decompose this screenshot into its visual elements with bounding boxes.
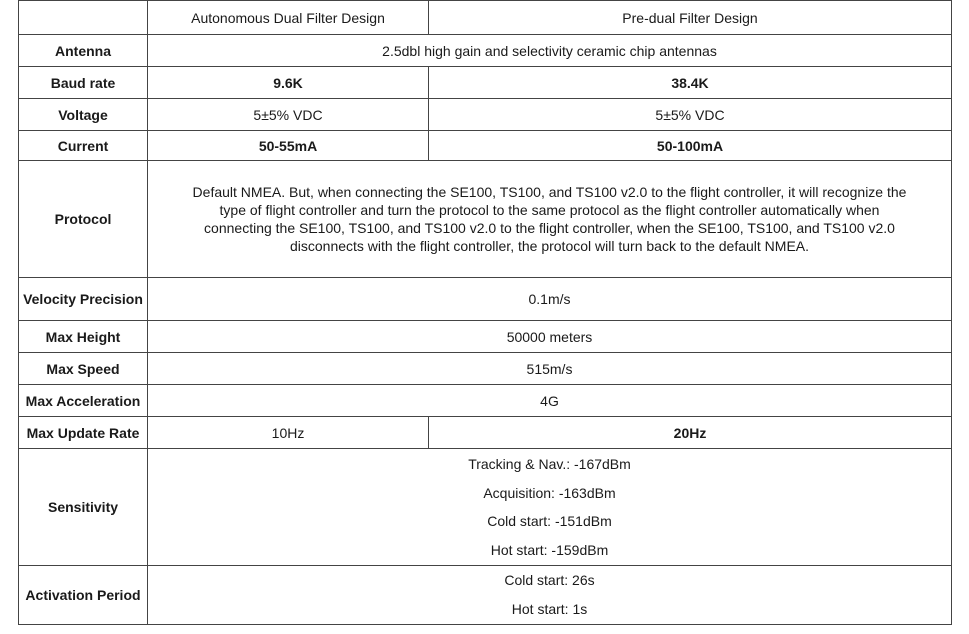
velocity-precision-row (19, 278, 952, 321)
max-acceleration-value: 4G (148, 385, 952, 417)
header-col2: Pre-dual Filter Design (429, 1, 952, 35)
sensitivity-line: Acquisition: -163dBm (483, 484, 616, 501)
protocol-line: Default NMEA. But, when connecting the SE100, TS100, and TS100 v2.0 to the flight controller, it will recognize the (192, 184, 907, 200)
activation-period-row (19, 566, 952, 625)
header-row (19, 1, 952, 35)
activation-line: Cold start: 26s (504, 572, 595, 588)
max-update-rate-label: Max Update Rate (19, 417, 148, 449)
velocity-precision-value: 0.1m/s (148, 278, 952, 321)
max-update-rate-col1: 10Hz (148, 417, 429, 449)
sensitivity-label: Sensitivity (19, 449, 148, 566)
max-acceleration-label: Max Acceleration (19, 385, 148, 417)
current-label: Current (19, 131, 148, 161)
voltage-col1: 5±5% VDC (148, 99, 429, 131)
voltage-col2: 5±5% VDC (429, 99, 952, 131)
sensitivity-line: Cold start: -151dBm (487, 513, 612, 529)
antenna-value: 2.5dbl high gain and selectivity ceramic chip antennas (148, 35, 952, 67)
protocol-row (19, 161, 952, 278)
header-label-cell (19, 1, 148, 35)
sensitivity-row (19, 449, 952, 566)
voltage-label: Voltage (19, 99, 148, 131)
max-update-rate-col2: 20Hz (429, 417, 952, 449)
sensitivity-line: Tracking & Nav.: -167dBm (468, 456, 631, 472)
activation-period-label: Activation Period (19, 566, 148, 625)
activation-line: Hot start: 1s (511, 601, 588, 617)
max-height-value: 50000 meters (148, 321, 952, 353)
baud-rate-label: Baud rate (19, 67, 148, 99)
sensitivity-value (148, 449, 952, 566)
antenna-label: Antenna (19, 35, 148, 67)
protocol-line: connecting the SE100, TS100, and TS100 v2.0 to the flight controller, when the SE100, TS100, and TS100 v2.0 (204, 220, 895, 236)
spec-table (18, 0, 952, 625)
header-col1: Autonomous Dual Filter Design (148, 1, 429, 35)
antenna-row (19, 35, 952, 67)
activation-period-value (148, 566, 952, 625)
protocol-value (148, 161, 952, 278)
max-speed-label: Max Speed (19, 353, 148, 385)
max-speed-row (19, 353, 952, 385)
baud-rate-col1: 9.6K (148, 67, 429, 99)
voltage-row (19, 99, 952, 131)
max-height-label: Max Height (19, 321, 148, 353)
current-col1: 50-55mA (148, 131, 429, 161)
current-col2: 50-100mA (429, 131, 952, 161)
max-height-row (19, 321, 952, 353)
baud-rate-col2: 38.4K (429, 67, 952, 99)
max-speed-value: 515m/s (148, 353, 952, 385)
current-row (19, 131, 952, 161)
velocity-precision-label: Velocity Precision (19, 278, 148, 321)
baud-rate-row (19, 67, 952, 99)
sensitivity-line: Hot start: -159dBm (490, 541, 609, 558)
protocol-line: disconnects with the flight controller, the protocol will turn back to the default NMEA. (289, 238, 810, 254)
protocol-label: Protocol (19, 161, 148, 278)
protocol-line: type of flight controller and turn the protocol to the same protocol as the flight controller automatically when (219, 202, 880, 218)
max-update-rate-row (19, 417, 952, 449)
max-acceleration-row (19, 385, 952, 417)
